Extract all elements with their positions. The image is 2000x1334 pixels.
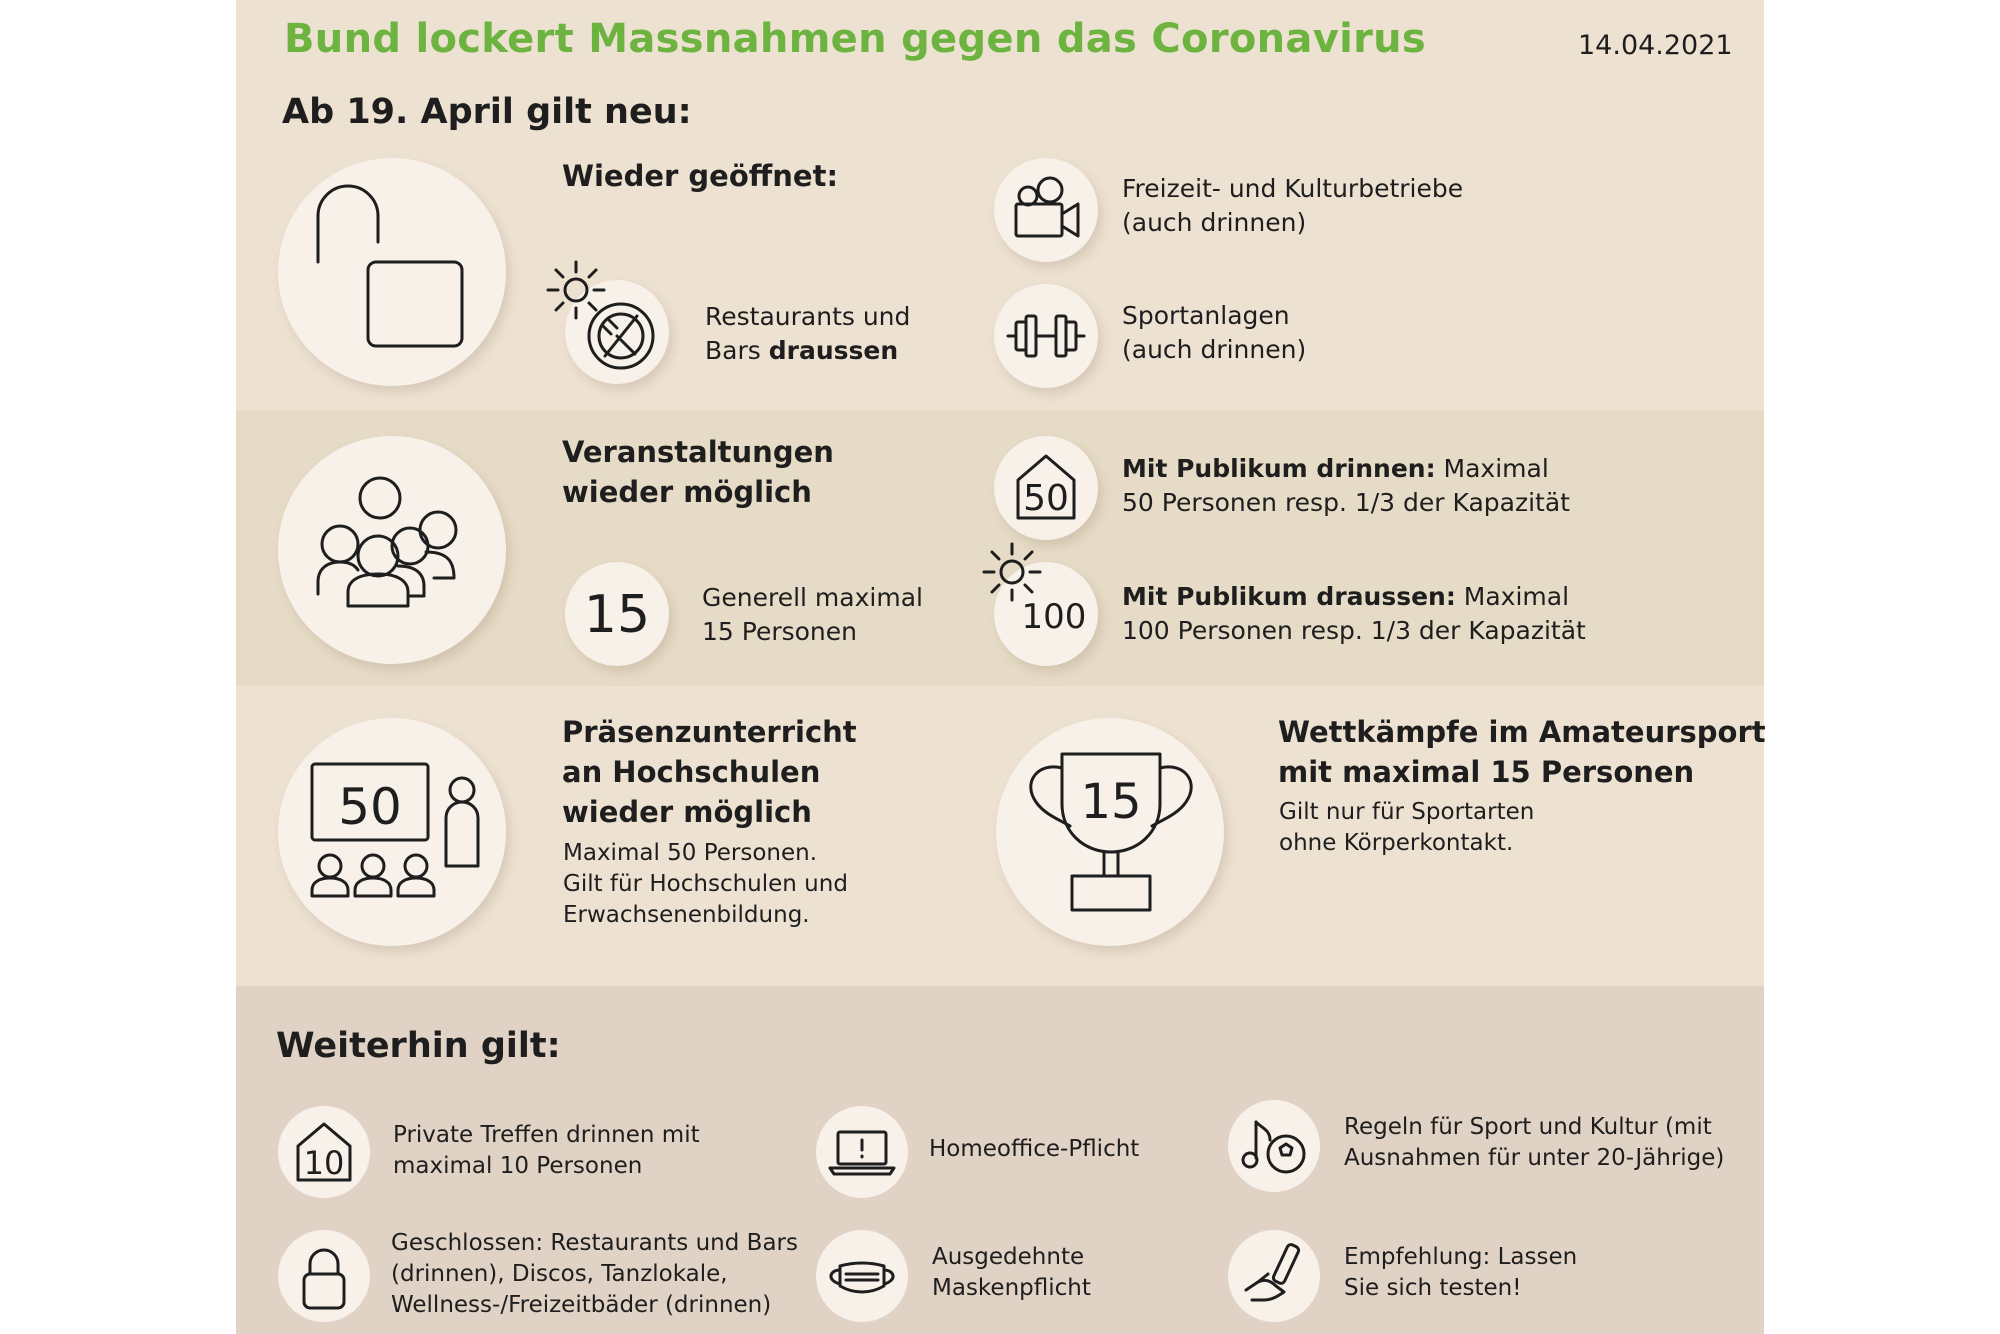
section-heading-amateur-sport: Wettkämpfe im Amateursport mit maximal 15 Personen <box>1278 715 1766 789</box>
house-50-icon <box>994 436 1098 540</box>
test-swab-icon <box>1228 1230 1320 1322</box>
indoor-audience-text: Mit Publikum drinnen: Maximal 50 Personen resp. 1/3 der Kapazität <box>1122 454 1570 517</box>
unlocked-padlock-icon <box>278 158 506 386</box>
mask-requirement-text: Ausgedehnte Maskenpflicht <box>932 1244 1091 1301</box>
subtitle: Ab 19. April gilt neu: <box>282 92 692 132</box>
outdoor-number: 100 <box>1021 597 1087 637</box>
padlock-icon <box>278 1230 370 1322</box>
sport-facilities-text: Sportanlagen (auch drinnen) <box>1122 301 1307 364</box>
amateur-sport-text: Gilt nur für Sportarten ohne Körperkontakt. <box>1279 799 1535 856</box>
house-10-icon <box>278 1106 370 1198</box>
education-text: Maximal 50 Personen. Gilt für Hochschulen und Erwachsenenbildung. <box>563 840 848 928</box>
closed-venues-text: Geschlossen: Restaurants und Bars (drinnen), Discos, Tanzlokale, Wellness-/Freizeitbäder (drinnen) <box>391 1230 798 1318</box>
sun-icon <box>980 540 1044 604</box>
continued-heading: Weiterhin gilt: <box>276 1026 561 1066</box>
testing-recommendation-text: Empfehlung: Lassen Sie sich testen! <box>1344 1244 1578 1301</box>
video-camera-icon <box>994 158 1098 262</box>
private-number: 10 <box>303 1144 345 1182</box>
date-label: 14.04.2021 <box>1578 30 1733 61</box>
freizeit-text: Freizeit- und Kulturbetriebe (auch drinnen) <box>1122 174 1464 237</box>
number-15-icon <box>565 562 669 666</box>
classroom-icon <box>278 718 506 946</box>
crowd-icon <box>278 436 506 664</box>
general-limit-text: Generell maximal 15 Personen <box>702 583 923 646</box>
sun-icon <box>544 258 608 322</box>
infographic <box>236 0 1764 1334</box>
restaurants-text: Restaurants und Bars draussen <box>705 302 911 365</box>
sport-culture-rules-text: Regeln für Sport und Kultur (mit Ausnahmen für unter 20-Jährige) <box>1344 1114 1725 1171</box>
section-heading-education: Präsenzunterricht an Hochschulen wieder möglich <box>562 715 857 829</box>
face-mask-icon <box>816 1230 908 1322</box>
dumbbell-icon <box>994 284 1098 388</box>
private-meetings-text: Private Treffen drinnen mit maximal 10 Personen <box>393 1122 700 1179</box>
section-heading-open: Wieder geöffnet: <box>562 159 839 193</box>
section-heading-events: Veranstaltungen wieder möglich <box>562 435 834 509</box>
laptop-icon <box>816 1106 908 1198</box>
classroom-number: 50 <box>338 778 402 836</box>
indoor-number: 50 <box>1023 478 1069 519</box>
outdoor-audience-text: Mit Publikum draussen: Maximal 100 Personen resp. 1/3 der Kapazität <box>1122 582 1586 645</box>
page-title: Bund lockert Massnahmen gegen das Coronavirus <box>284 16 1426 62</box>
homeoffice-text: Homeoffice-Pflicht <box>929 1136 1140 1162</box>
trophy-icon <box>996 718 1224 946</box>
trophy-number: 15 <box>1080 774 1142 830</box>
music-football-icon <box>1228 1100 1320 1192</box>
general-number: 15 <box>583 585 651 645</box>
